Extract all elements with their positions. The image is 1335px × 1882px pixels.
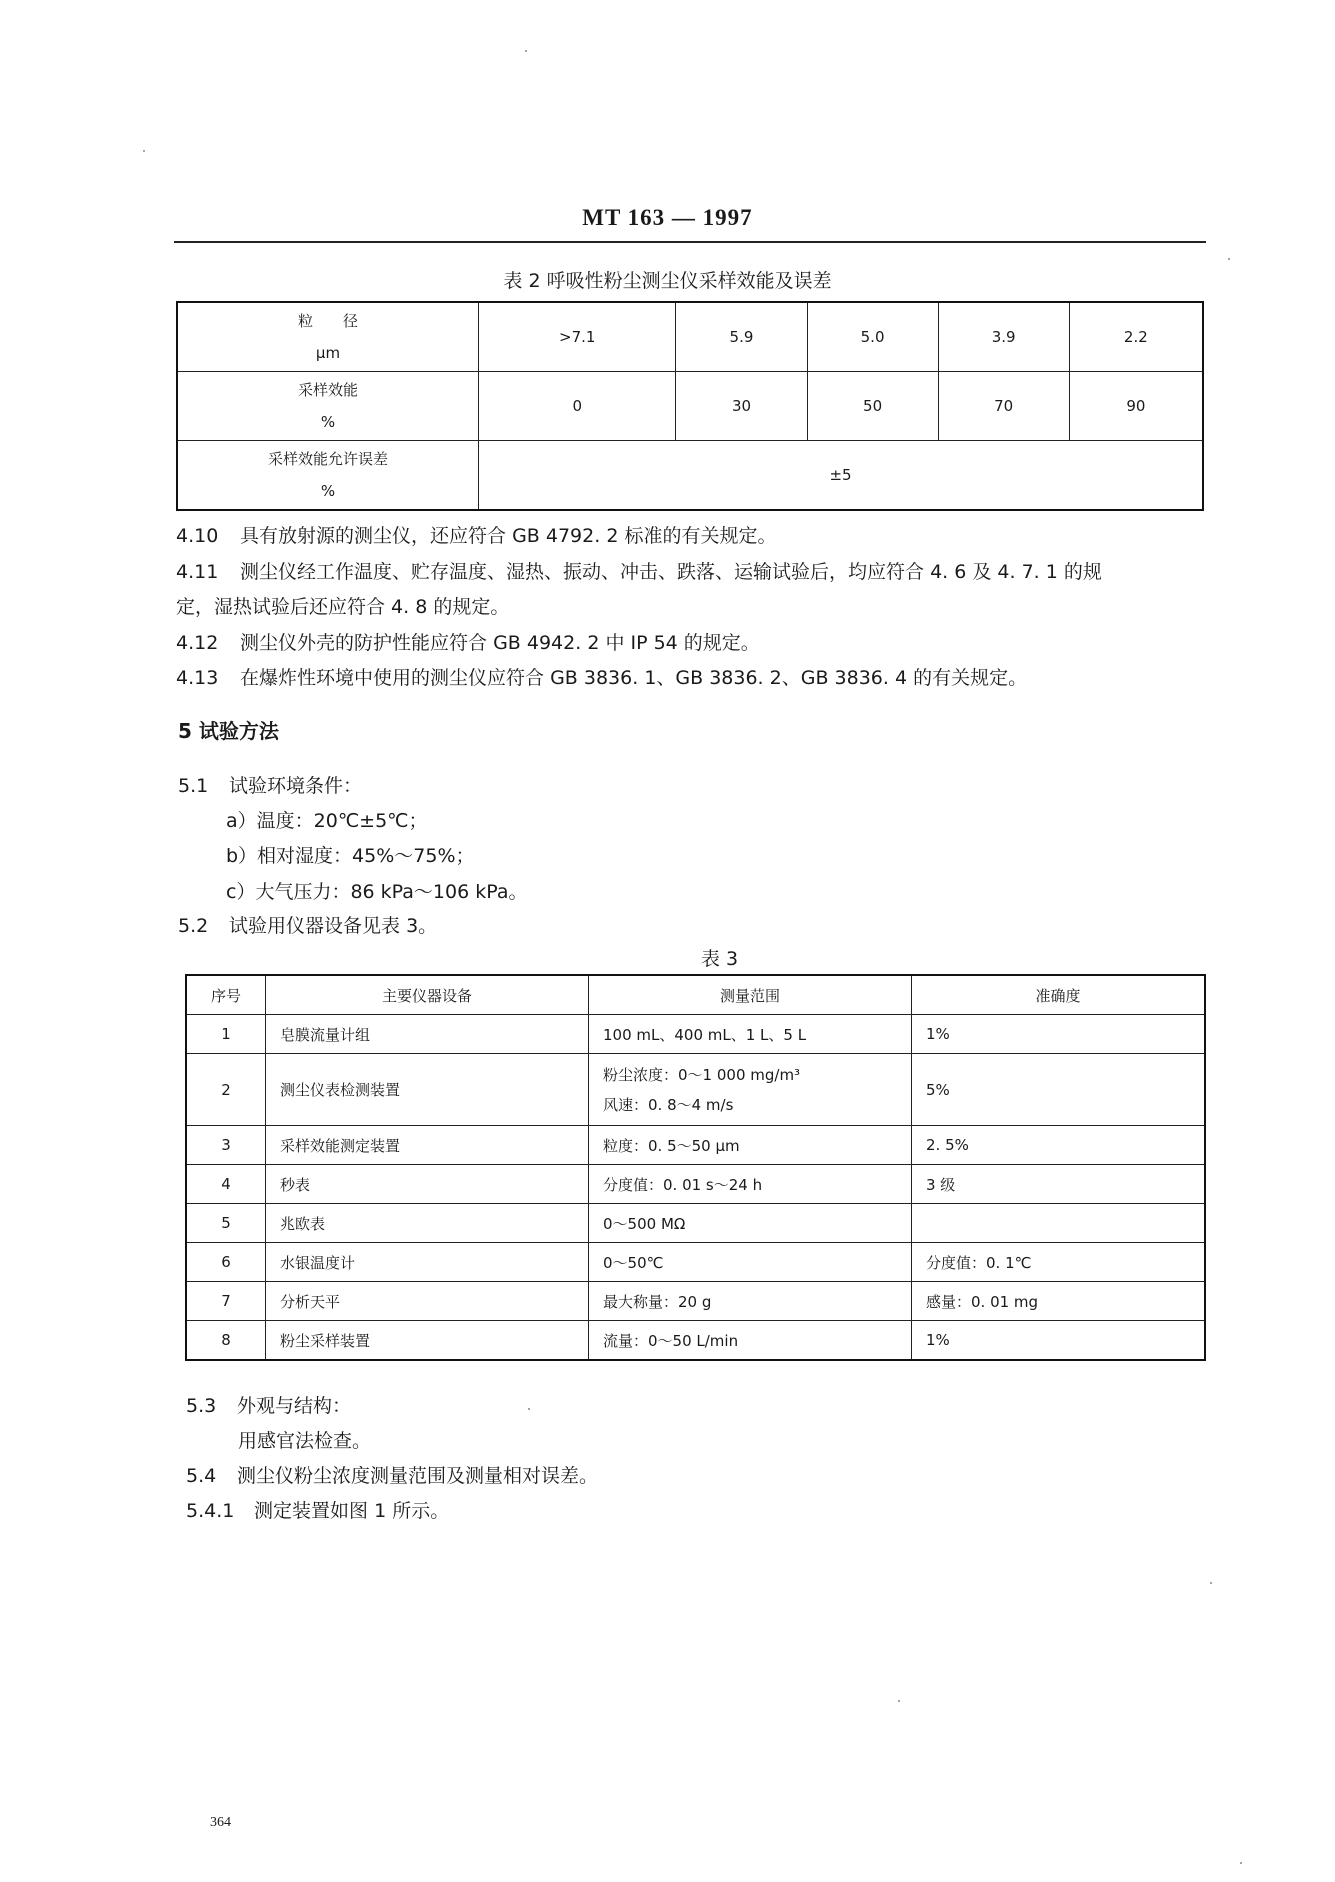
clause-5-2: 5.2 试验用仪器设备见表 3。 bbox=[178, 915, 438, 937]
table-cell: 粒度：0. 5～50 μm bbox=[589, 1126, 912, 1165]
table-header-cell: 主要仪器设备 bbox=[266, 975, 589, 1015]
table-cell: 分析天平 bbox=[266, 1282, 589, 1321]
table-header-cell: 序号 bbox=[186, 975, 266, 1015]
table-cell: 粉尘采样装置 bbox=[266, 1321, 589, 1361]
table-cell: 100 mL、400 mL、1 L、5 L bbox=[589, 1015, 912, 1054]
table-cell: 秒表 bbox=[266, 1165, 589, 1204]
table-row bbox=[177, 302, 1203, 372]
list-item: c）大气压力：86 kPa～106 kPa。 bbox=[226, 881, 528, 903]
table-row bbox=[186, 1282, 1205, 1321]
table-cell: 皂膜流量计组 bbox=[266, 1015, 589, 1054]
table-cell: 分度值：0. 01 s～24 h bbox=[589, 1165, 912, 1204]
table-cell: 采样效能允许误差 % bbox=[177, 441, 479, 511]
clause-5-3-body: 用感官法检查。 bbox=[238, 1430, 372, 1452]
table-cell: 1% bbox=[912, 1321, 1206, 1361]
table-row bbox=[186, 1054, 1205, 1126]
table-row bbox=[186, 1204, 1205, 1243]
table-cell: >7.1 bbox=[479, 302, 676, 372]
table-cell: 3 bbox=[186, 1126, 266, 1165]
scan-speck bbox=[1240, 1862, 1242, 1864]
table-cell: 0～500 MΩ bbox=[589, 1204, 912, 1243]
table-cell: 粉尘浓度：0～1 000 mg/m³ 风速：0. 8～4 m/s bbox=[589, 1054, 912, 1126]
table2 bbox=[176, 301, 1204, 511]
table-row bbox=[186, 1165, 1205, 1204]
list-item: a）温度：20℃±5℃； bbox=[226, 810, 428, 832]
table-cell: 分度值：0. 1℃ bbox=[912, 1243, 1206, 1282]
clause-4-10: 4.10 具有放射源的测尘仪，还应符合 GB 4792. 2 标准的有关规定。 bbox=[176, 525, 777, 547]
table-cell: 3.9 bbox=[938, 302, 1069, 372]
page-number: 364 bbox=[210, 1815, 231, 1830]
section-5-title: 5 试验方法 bbox=[178, 719, 279, 743]
table-row bbox=[186, 1243, 1205, 1282]
table2-caption: 表 2 呼吸性粉尘测尘仪采样效能及误差 bbox=[503, 270, 832, 292]
table-cell: 0～50℃ bbox=[589, 1243, 912, 1282]
table-header-cell: 测量范围 bbox=[589, 975, 912, 1015]
scan-speck bbox=[143, 150, 145, 152]
table3-caption: 表 3 bbox=[700, 948, 739, 970]
table-cell: 5 bbox=[186, 1204, 266, 1243]
table-cell: 5.9 bbox=[676, 302, 807, 372]
standard-number: MT 163 — 1997 bbox=[582, 205, 753, 230]
table-cell: 粒 径 μm bbox=[177, 302, 479, 372]
scan-speck bbox=[1210, 1582, 1212, 1584]
table-cell: 1 bbox=[186, 1015, 266, 1054]
table-cell: 水银温度计 bbox=[266, 1243, 589, 1282]
clause-5-4-1: 5.4.1 测定装置如图 1 所示。 bbox=[186, 1500, 450, 1522]
scan-speck bbox=[898, 1700, 900, 1702]
scan-speck bbox=[525, 50, 527, 52]
table-cell: 7 bbox=[186, 1282, 266, 1321]
scan-speck bbox=[528, 1408, 530, 1410]
table-cell: ±5 bbox=[479, 441, 1204, 511]
table-cell: 2.2 bbox=[1069, 302, 1203, 372]
table3 bbox=[185, 974, 1206, 1361]
table-cell: 最大称量：20 g bbox=[589, 1282, 912, 1321]
clause-4-11: 4.11 测尘仪经工作温度、贮存温度、湿热、振动、冲击、跌落、运输试验后，均应符合 4. 6 及 4. 7. 1 的规 bbox=[176, 561, 1102, 583]
table-cell: 6 bbox=[186, 1243, 266, 1282]
table-cell: 2. 5% bbox=[912, 1126, 1206, 1165]
list-item: b）相对湿度：45%～75%； bbox=[226, 845, 475, 867]
table-row bbox=[186, 1015, 1205, 1054]
table-cell bbox=[912, 1204, 1206, 1243]
table-cell: 70 bbox=[938, 372, 1069, 441]
table-cell: 50 bbox=[807, 372, 938, 441]
table-header-cell: 准确度 bbox=[912, 975, 1206, 1015]
scan-speck bbox=[1228, 258, 1230, 260]
clause-4-11-cont: 定，湿热试验后还应符合 4. 8 的规定。 bbox=[176, 596, 510, 618]
table-cell: 1% bbox=[912, 1015, 1206, 1054]
table-cell: 4 bbox=[186, 1165, 266, 1204]
table-header-row bbox=[186, 975, 1205, 1015]
clause-4-13: 4.13 在爆炸性环境中使用的测尘仪应符合 GB 3836. 1、GB 3836. 2、GB 3836. 4 的有关规定。 bbox=[176, 667, 1028, 689]
table-cell: 感量：0. 01 mg bbox=[912, 1282, 1206, 1321]
table-cell: 3 级 bbox=[912, 1165, 1206, 1204]
table-cell: 5.0 bbox=[807, 302, 938, 372]
table-cell: 8 bbox=[186, 1321, 266, 1361]
clause-4-12: 4.12 测尘仪外壳的防护性能应符合 GB 4942. 2 中 IP 54 的规定。 bbox=[176, 632, 760, 654]
clause-5-3: 5.3 外观与结构： bbox=[186, 1395, 352, 1417]
header-rule bbox=[174, 241, 1206, 243]
table-row bbox=[186, 1126, 1205, 1165]
table-row bbox=[177, 372, 1203, 441]
table-cell: 30 bbox=[676, 372, 807, 441]
table-cell: 采样效能 % bbox=[177, 372, 479, 441]
table-cell: 流量：0～50 L/min bbox=[589, 1321, 912, 1361]
table-cell: 2 bbox=[186, 1054, 266, 1126]
table-cell: 测尘仪表检测装置 bbox=[266, 1054, 589, 1126]
table-cell: 0 bbox=[479, 372, 676, 441]
table-row bbox=[177, 441, 1203, 511]
clause-5-4: 5.4 测尘仪粉尘浓度测量范围及测量相对误差。 bbox=[186, 1465, 599, 1487]
table-cell: 5% bbox=[912, 1054, 1206, 1126]
clause-5-1: 5.1 试验环境条件： bbox=[178, 775, 363, 797]
table-row bbox=[186, 1321, 1205, 1361]
table-cell: 90 bbox=[1069, 372, 1203, 441]
table-cell: 采样效能测定装置 bbox=[266, 1126, 589, 1165]
table-cell: 兆欧表 bbox=[266, 1204, 589, 1243]
